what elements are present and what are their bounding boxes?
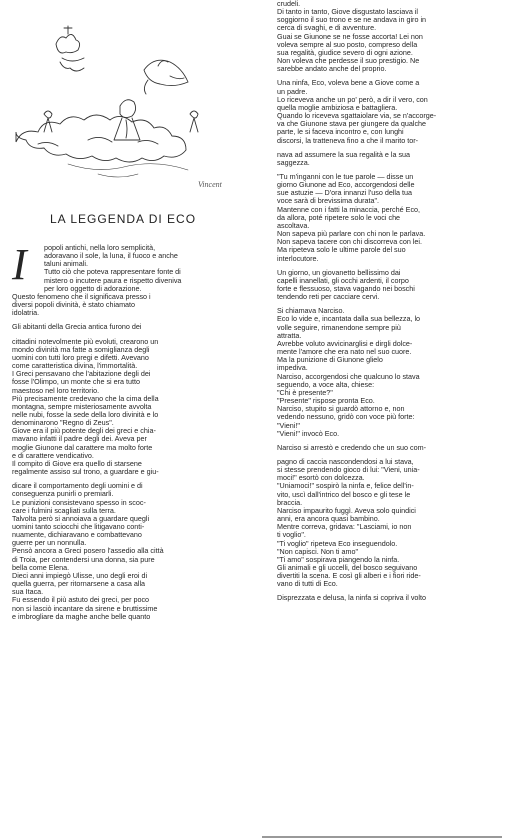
text-line: "Ti voglio" ripeteva Eco inseguendolo. — [277, 539, 398, 548]
illustration-gods-on-clouds — [8, 14, 244, 194]
text-line: "Uniamoci!" sospirò la ninfa e, felice dell'in- — [277, 482, 414, 491]
page-title: LA LEGGENDA DI ECO — [50, 212, 197, 226]
text-line: vito, uscì dall'intrico del bosco e gli tese le — [277, 490, 411, 499]
text-line: Si chiamava Narciso. — [277, 307, 345, 316]
text-line: Pensò ancora a Greci posero l'assedio alla città — [12, 547, 164, 556]
text-line: crudeli. — [277, 0, 301, 8]
text-line: anni, era ancora quasi bambino. — [277, 515, 380, 524]
text-line: Gli abitanti della Grecia antica furono dei — [12, 323, 142, 332]
text-line: seguendo, a voce alta, chiese: — [277, 380, 375, 389]
text-line: va che Giunone stava per giungere da qualche — [277, 120, 427, 129]
text-line: Quando lo riceveva sgattaiolare via, se n'accorge- — [277, 112, 437, 121]
text-line: Guai se Giunone se ne fosse accorta! Lei non — [277, 32, 423, 41]
text-line: "Vieni!" invocò Eco. — [277, 429, 340, 438]
text-line: vedendo nessuno, gridò con voce più forte: — [277, 413, 415, 422]
text-line: mente l'amore che era nato nel suo cuore. — [277, 348, 412, 357]
text-line: tendendo reti per cacciare cervi. — [277, 293, 380, 302]
text-line: fosse l'Olimpo, un monte che si era tutto — [12, 378, 141, 387]
text-line: Ma ripeteva solo le ultime parole del suo — [277, 246, 406, 255]
text-line: Un giorno, un giovanetto bellissimo dai — [277, 268, 401, 277]
text-line: divertiti la scena. E così gli alberi e i fiori ride- — [277, 572, 421, 581]
text-line: Una ninfa, Eco, voleva bene a Giove come a — [277, 79, 420, 88]
left-column — [12, 240, 257, 621]
text-line: quella guerra, per ritornarsene a casa alla — [12, 580, 146, 589]
text-line: nelle nubi, fosse la sede della loro divinità e lo — [12, 410, 159, 419]
text-line: soggiorno il suo trono e se ne andava in giro in — [277, 16, 427, 25]
text-line: popoli antichi, nella loro semplicità, — [44, 244, 156, 252]
text-line: "Tu m'inganni con le tue parole — disse un — [277, 172, 414, 181]
text-line: non si lasciò incantare da sirene e bruttissime — [12, 604, 158, 613]
text-line: Tutto ciò che poteva rappresentare fonte di — [44, 268, 181, 277]
text-line: care i fulmini scagliati sulla terra. — [12, 506, 116, 515]
text-line: giorno Giunone ad Eco, accorgendosi delle — [277, 181, 415, 190]
text-line: Più precisamente credevano che la cima della — [12, 394, 159, 403]
text-line: Eco lo vide e, incantata dalla sua bellezza, lo — [277, 315, 421, 324]
text-line: pagno di caccia nascondendosi a lui stava, — [277, 457, 414, 466]
text-line: nava ad assumere la sua regalità e la sua — [277, 150, 411, 159]
text-line: ti voglio". — [277, 531, 306, 540]
text-line: "Chi è presente?" — [277, 388, 333, 397]
text-line: Il compito di Giove era quello di starsene — [12, 459, 142, 468]
text-line: sua regalità, giudice severo di ogni azione. — [277, 48, 413, 57]
text-line: Narciso, stupito si guardò attorno e, non — [277, 405, 405, 414]
text-line: Mantenne con i fatti la minaccia, perché Eco, — [277, 205, 421, 214]
text-line: regalmente assiso sul trono, a guardare e giu- — [12, 468, 159, 477]
text-line: "Vieni!" — [277, 421, 300, 430]
text-line: braccia. — [277, 498, 303, 507]
text-line: un padre. — [277, 87, 308, 96]
text-line: "Ti amo" sospirava piangendo la ninfa. — [277, 555, 400, 564]
left-column-text — [12, 240, 257, 621]
text-line: ascoltava. — [277, 221, 310, 230]
text-line: sarebbe andato anche del proprio. — [277, 65, 387, 74]
text-line: Gli animali e gli uccelli, del bosco seguivano — [277, 564, 418, 572]
text-line: parte, le si faceva incontro e, con lunghi — [277, 128, 404, 137]
text-line: volle seguire, rimanendone sempre più — [277, 323, 401, 332]
text-line: Non sapeva più parlare con chi non le parlava. — [277, 230, 426, 239]
text-line: e di carattere vendicativo. — [12, 451, 94, 460]
text-line: capelli inanellati, gli occhi ardenti, il corpo — [277, 276, 409, 285]
text-line: vano di tutti di Eco. — [277, 580, 338, 589]
text-line: cittadini notevolmente più evoluti, crearono un — [12, 337, 159, 346]
text-line: Lo riceveva anche un po' però, a dir il vero, con — [277, 95, 428, 104]
text-line: Narciso si arrestò e credendo che un suo com- — [277, 443, 427, 452]
text-line: guerre per un nonnulla. — [12, 539, 87, 548]
text-line: Ma la punizione di Giunone glielo — [277, 356, 383, 365]
text-line: moglie Giunone dal carattere ma molto forte — [12, 443, 153, 452]
right-column — [277, 0, 509, 603]
text-line: uomini tanto sciocchi che litigavano conti- — [12, 523, 145, 531]
bottom-rule — [262, 836, 502, 838]
text-line: Mentre correva, gridava: "Lasciami, io non — [277, 523, 412, 532]
text-line: impediva. — [277, 364, 308, 373]
text-line: dicare il comportamento degli uomini e di — [12, 482, 143, 491]
text-line: conseguenza punirli o premiarli. — [12, 490, 114, 499]
text-line: Giove era il più potente degli dei greci e chia- — [12, 427, 156, 436]
text-line: moci!" esortò con dolcezza. — [277, 474, 365, 483]
text-line: Talvolta però si annoiava a guardare quegli — [12, 514, 150, 523]
text-line: e imbrogliare da maghe anche belle quanto — [12, 612, 151, 621]
text-line: di Troia, per contendersi una donna, sia pure — [12, 555, 155, 564]
text-line: quella moglie ambiziosa e battagliera. — [277, 103, 398, 112]
text-line: Non sapeva tacere con chi discorreva con lei. — [277, 238, 423, 247]
text-line: Avrebbe voluto avvicinarglisi e dirgli dolce- — [277, 339, 413, 348]
text-line: interlocutore. — [277, 254, 319, 263]
text-line: Le punizioni consistevano spesso in scoc- — [12, 498, 146, 507]
text-line: taluni animali. — [44, 260, 88, 269]
text-line: come caratteristica divina, l'immortalità. — [12, 362, 138, 371]
text-line: attratta. — [277, 331, 302, 340]
text-line: idolatria. — [12, 309, 40, 318]
text-line: "Presente" rispose pronta Eco. — [277, 397, 375, 406]
text-line: uomini con tutti loro pregi e difetti. Avevano — [12, 353, 149, 362]
text-line: sue astuzie — D'ora innanzi l'uso della tua — [277, 189, 412, 198]
text-line: Dieci anni impiegò Ulisse, uno degli eroi di — [12, 571, 148, 580]
text-line: I Greci pensavano che l'abitazione degli dei — [12, 370, 151, 379]
text-line: Questo fenomeno che il significava presso i — [12, 292, 151, 301]
text-line: Narciso, accorgendosi che qualcuno lo stava — [277, 372, 420, 381]
text-line: denominarono "Regno di Zeus". — [12, 419, 114, 428]
text-line: mavano infatti il padre degli dei. Aveva per — [12, 435, 147, 444]
text-line: mistero o incutere paura e rispetto diveniva — [44, 276, 182, 285]
dropcap: I — [12, 240, 27, 289]
text-line: per loro oggetto di adorazione. — [44, 284, 142, 293]
text-line: "Non capisci. Non ti amo" — [277, 547, 359, 556]
text-line: maestoso nel loro territorio. — [12, 386, 100, 395]
artist-signature: Vincent — [198, 180, 222, 189]
text-line: cerca di svaghi, e di avventure. — [277, 24, 377, 33]
text-line: adoravano il sole, la luna, il fuoco e anche — [44, 252, 178, 261]
right-column-text — [277, 0, 509, 603]
text-line: Di tanto in tanto, Giove disgustato lasciava il — [277, 8, 419, 17]
text-line: bella come Elena. — [12, 563, 70, 572]
text-line: Fu essendo il più astuto dei greci, per poco — [12, 596, 150, 605]
text-line: montagna, sempre misteriosamente avvolta — [12, 402, 152, 411]
text-line: da allora, poté ripetere solo le voci che — [277, 213, 401, 222]
text-line: mondo divinità ma fatte a somiglianza degli — [12, 345, 150, 354]
text-line: Narciso impaurito fuggì. Aveva solo quindici — [277, 506, 416, 515]
text-line: forte e flessuoso, stava vagando nei boschi — [277, 285, 415, 293]
text-line: si stesse prendendo gioco di lui: "Vieni, unia- — [277, 466, 420, 475]
text-line: nuamente, dichiaravano e combattevano — [12, 531, 142, 540]
text-line: Disprezzata e delusa, la ninfa si copriva il volto — [277, 594, 427, 603]
text-line: sua Itaca. — [12, 588, 44, 597]
text-line: voce sarà di brevissima durata". — [277, 197, 380, 206]
text-line: discorsi, la tratteneva fino a che il marito tor- — [277, 136, 419, 145]
text-line: Non voleva che perdesse il suo prestigio. Ne — [277, 57, 420, 66]
text-line: voleva sempre al suo posto, compreso della — [277, 40, 418, 49]
text-line: diversi popoli divinità, è stato chiamato — [12, 301, 136, 310]
text-line: saggezza. — [277, 158, 310, 167]
